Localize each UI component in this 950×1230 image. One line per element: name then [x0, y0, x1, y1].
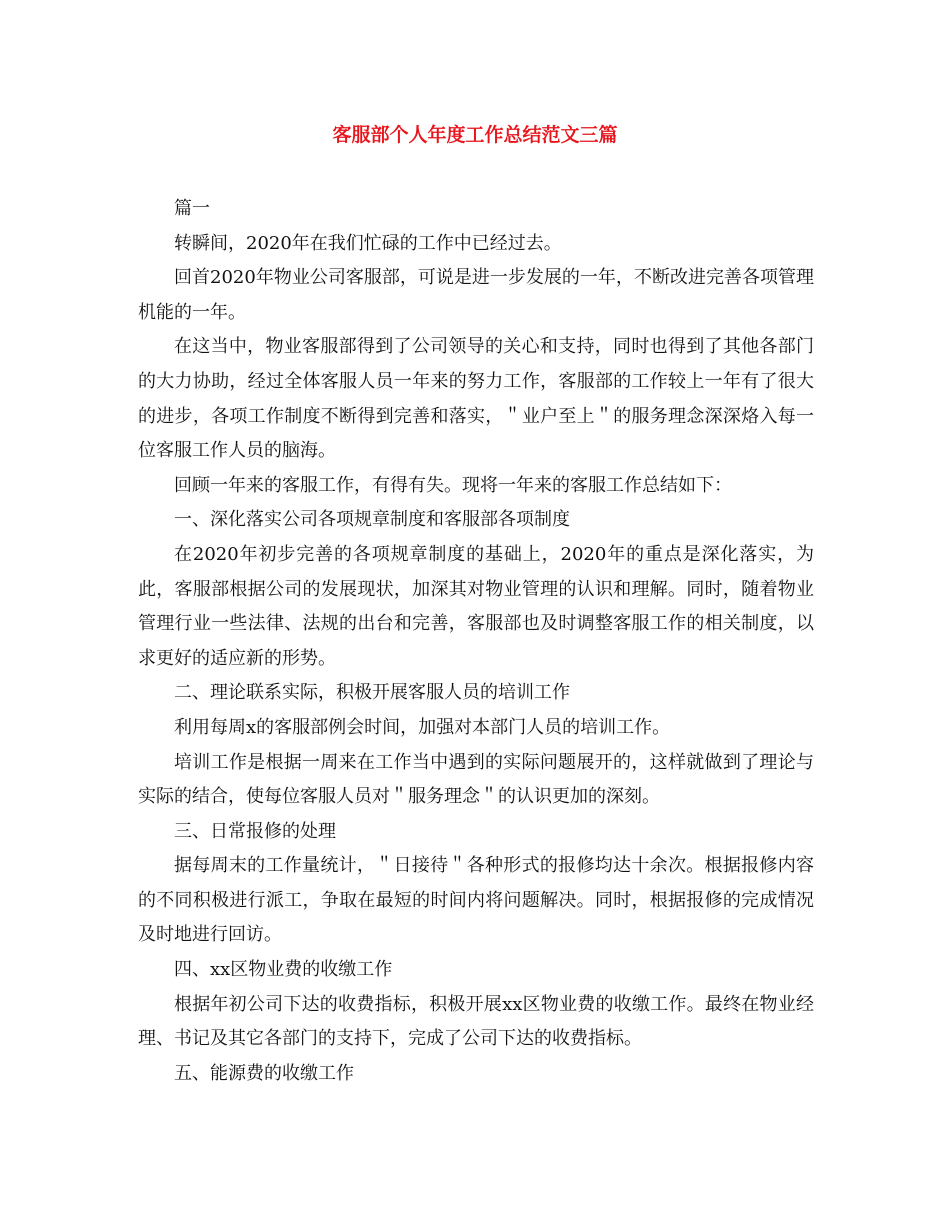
- paragraph: 根据年初公司下达的收费指标，积极开展xx区物业费的收缴工作。最终在物业经理、书记及其它各部门的支持下，完成了公司下达的收费指标。: [138, 993, 814, 1050]
- section-heading: 三、日常报修的处理: [174, 820, 336, 842]
- section-heading: 二、理论联系实际，积极开展客服人员的培训工作: [174, 682, 570, 704]
- paragraph: 回首2020年物业公司客服部，可说是进一步发展的一年，不断改进完善各项管理机能的一年。: [138, 267, 814, 323]
- document-body: [138, 192, 814, 1091]
- paragraph: 转瞬间，2020年在我们忙碌的工作中已经过去。: [174, 232, 562, 254]
- document-title: 客服部个人年度工作总结范文三篇: [332, 124, 618, 146]
- paragraph: 利用每周x的客服部例会时间，加强对本部门人员的培训工作。: [174, 716, 671, 738]
- paragraph: 在这当中，物业客服部得到了公司领导的关心和支持，同时也得到了其他各部门的大力协助，经过全体客服人员一年来的努力工作，客服部的工作较上一年有了很大的进步，各项工作制度不断得到完善和落实，＂业户至上＂的服务理念深深烙入每一位客服工作人员的脑海。: [138, 336, 814, 462]
- section-heading: 一、深化落实公司各项规章制度和客服部各项制度: [174, 509, 570, 531]
- paragraph: 在2020年初步完善的各项规章制度的基础上，2020年的重点是深化落实，为此，客服部根据公司的发展现状，加深其对物业管理的认识和理解。同时，随着物业管理行业一些法律、法规的出台和完善，客服部也及时调整客服工作的相关制度，以求更好的适应新的形势。: [138, 543, 814, 669]
- section-heading: 四、xx区物业费的收缴工作: [174, 959, 393, 981]
- section-heading: 五、能源费的收缴工作: [174, 1062, 354, 1084]
- paragraph-section-label: 篇一: [174, 198, 210, 219]
- paragraph: 据每周末的工作量统计，＂日接待＂各种形式的报修均达十余次。根据报修内容的不同积极进行派工，争取在最短的时间内将问题解决。同时，根据报修的完成情况及时地进行回访。: [138, 855, 814, 946]
- paragraph: 回顾一年来的客服工作，有得有失。现将一年来的客服工作总结如下：: [174, 474, 732, 496]
- paragraph: 培训工作是根据一周来在工作当中遇到的实际问题展开的，这样就做到了理论与实际的结合，使每位客服人员对＂服务理念＂的认识更加的深刻。: [138, 751, 814, 808]
